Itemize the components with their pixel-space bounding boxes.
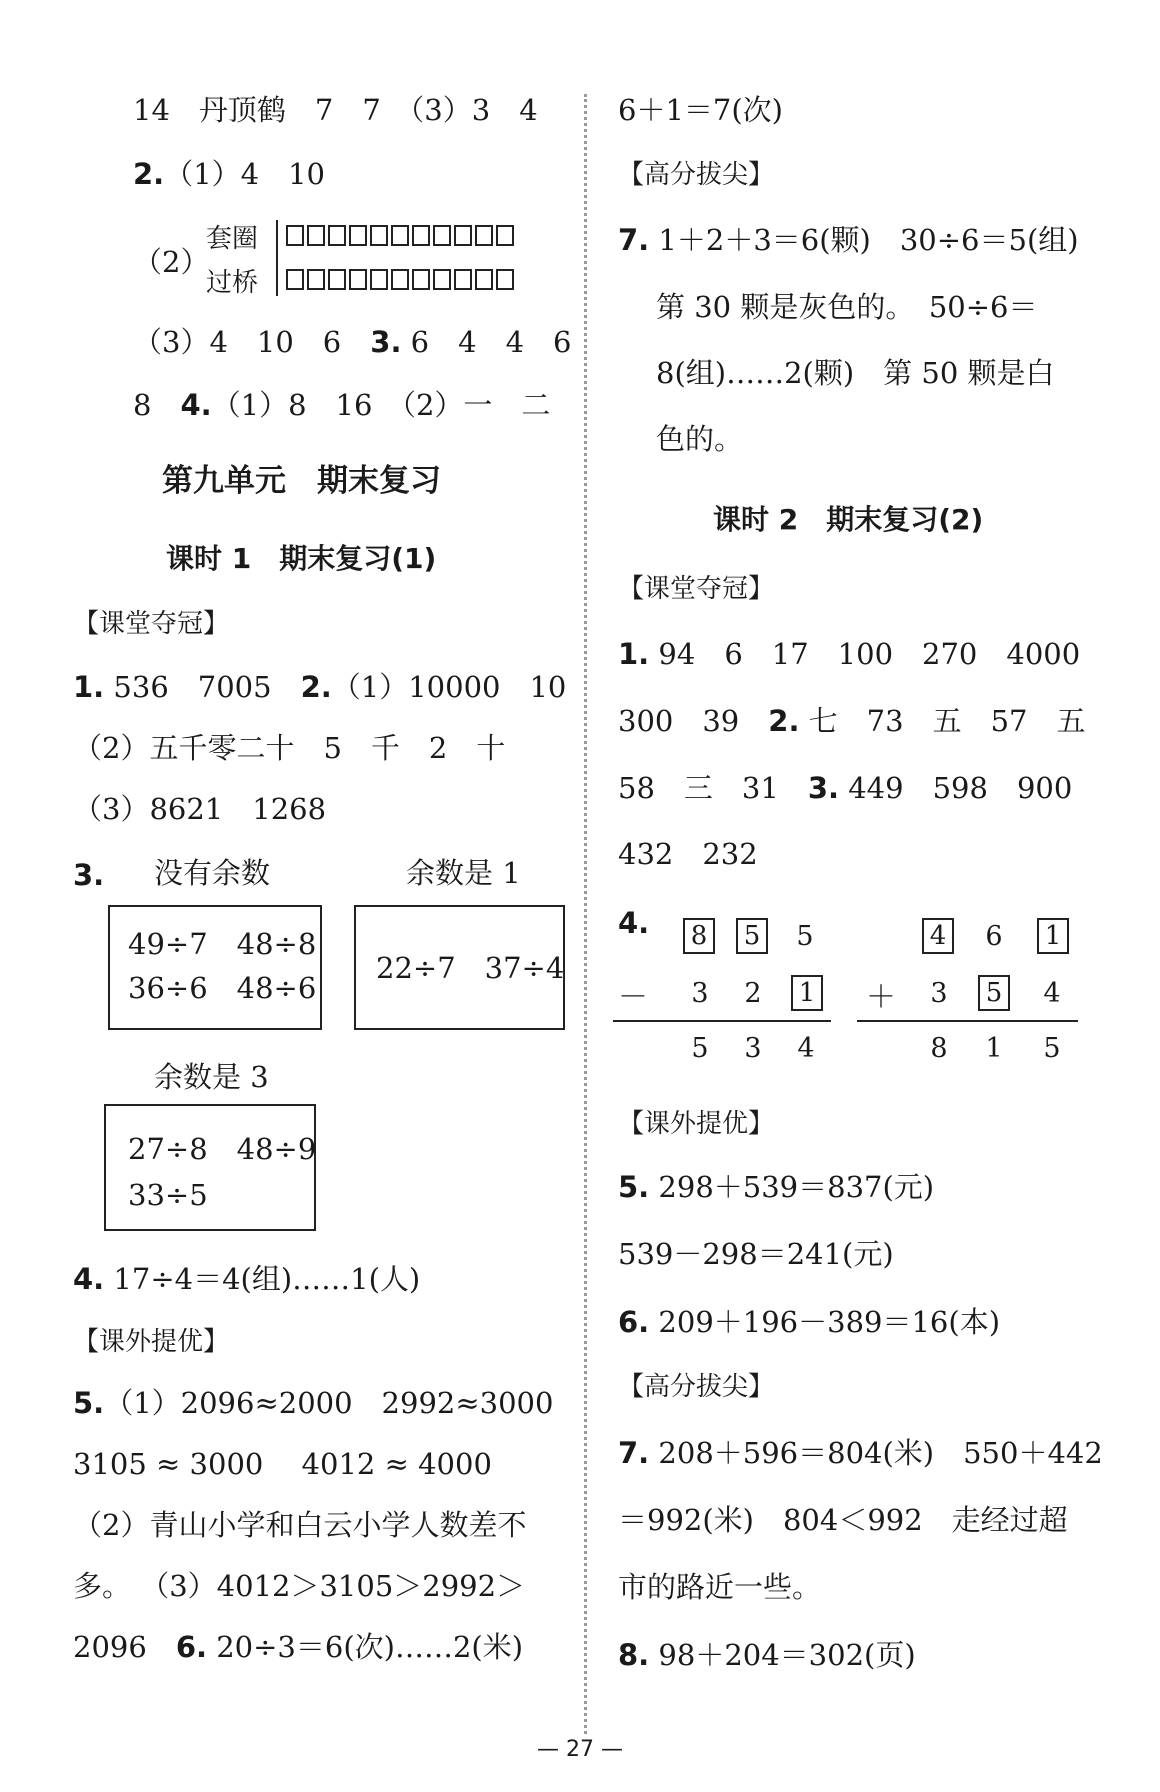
answer-line xyxy=(73,1262,420,1296)
column-divider xyxy=(584,94,587,1734)
answer-line: 14 丹顶鹤 7 7 （3）3 4 xyxy=(133,93,538,127)
box-line: 33÷5 xyxy=(128,1178,208,1212)
digit-box: 8 xyxy=(683,918,715,954)
answer-text: 98＋204＝302(页) xyxy=(649,1638,916,1672)
tally-row-ring-toss xyxy=(286,225,517,246)
answer-text: 536 7005 xyxy=(104,670,301,704)
answer-line: 第 30 颗是灰色的。 50÷6＝ xyxy=(656,290,1038,324)
section-heading: 【课堂夺冠】 xyxy=(73,609,230,639)
answer-text: 298＋539＝837(元) xyxy=(649,1170,935,1204)
answer-text: （1）2096≈2000 2992≈3000 xyxy=(104,1386,554,1420)
section-heading: 【高分拔尖】 xyxy=(618,1372,775,1402)
box-line: 27÷8 48÷9 xyxy=(128,1132,317,1166)
digit: 3 xyxy=(744,1033,762,1064)
box-title-no-remainder: 没有余数 xyxy=(154,856,271,890)
question-number: 4. xyxy=(180,388,212,422)
section-heading: 【课堂夺冠】 xyxy=(618,574,775,604)
digit: 8 xyxy=(930,1033,948,1064)
digit: 5 xyxy=(796,921,814,952)
box-line: 49÷7 48÷8 xyxy=(128,927,317,961)
sum-line xyxy=(857,1020,1078,1022)
answer-text: （1）8 16 （2）一 二 xyxy=(211,388,551,422)
answer-line: 6＋1＝7(次) xyxy=(618,93,783,127)
answer-line: （3）8621 1268 xyxy=(73,792,327,826)
row-label-bridge: 过桥 xyxy=(206,268,259,298)
lesson-title: 课时 2 期末复习(2) xyxy=(713,503,984,536)
answer-line: 色的。 xyxy=(656,422,744,456)
answer-line: 3105 ≈ 3000 4012 ≈ 4000 xyxy=(73,1447,492,1481)
box-remainder-1 xyxy=(354,905,565,1030)
digit-box: 1 xyxy=(791,975,823,1011)
answer-line xyxy=(133,325,572,359)
answer-text: 七 73 五 57 五 xyxy=(799,704,1086,738)
box-title-remainder-1: 余数是 1 xyxy=(406,856,521,890)
question-number: 3. xyxy=(370,325,402,359)
answer-text: 94 6 17 100 270 4000 xyxy=(649,637,1081,671)
answer-text: 1＋2＋3＝6(颗) 30÷6＝5(组) xyxy=(649,223,1079,257)
answer-line xyxy=(73,1386,553,1420)
digit: 5 xyxy=(1043,1033,1061,1064)
answer-line xyxy=(618,637,1080,671)
answer-text: （1）4 10 xyxy=(164,157,326,191)
answer-text: 6 4 4 6 xyxy=(401,325,572,359)
answer-line xyxy=(618,1170,934,1204)
answer-text: （3）4 10 6 xyxy=(133,325,371,359)
answer-line xyxy=(73,1630,523,1664)
digit: 1 xyxy=(985,1033,1003,1064)
question-number: 4. xyxy=(618,906,650,940)
question-number: 4. xyxy=(73,1262,105,1296)
answer-line: （2）五千零二十 5 千 2 十 xyxy=(73,731,506,765)
section-heading: 【课外提优】 xyxy=(73,1327,230,1357)
answer-text: 449 598 900 xyxy=(839,771,1073,805)
answer-text: 2096 xyxy=(73,1630,176,1664)
page-number: — 27 — xyxy=(537,1737,623,1762)
answer-line xyxy=(618,704,1086,738)
answer-line xyxy=(73,670,566,704)
row-label-ring-toss: 套圈 xyxy=(206,224,259,254)
question-number: 1. xyxy=(73,670,105,704)
answer-line xyxy=(133,157,325,191)
question-number: 5. xyxy=(618,1170,650,1204)
question-number: 2. xyxy=(300,670,332,704)
box-no-remainder xyxy=(108,905,322,1030)
box-title-remainder-3: 余数是 3 xyxy=(154,1060,269,1094)
answer-line xyxy=(133,388,550,422)
section-heading: 【课外提优】 xyxy=(618,1109,775,1139)
question-number: 1. xyxy=(618,637,650,671)
digit: 2 xyxy=(744,978,762,1009)
tally-divider xyxy=(276,220,278,296)
answer-line: 多。 （3）4012＞3105＞2992＞ xyxy=(73,1569,526,1603)
answer-text: 8 xyxy=(133,388,181,422)
digit-box: 5 xyxy=(978,975,1010,1011)
digit-box: 1 xyxy=(1037,918,1069,954)
box-line: 22÷7 37÷4 xyxy=(376,951,565,985)
answer-line: 432 232 xyxy=(618,837,758,871)
answer-text: 208＋596＝804(米) 550＋442 xyxy=(649,1436,1103,1470)
answer-line xyxy=(618,1305,1000,1339)
question-number: 3. xyxy=(807,771,840,805)
digit: 5 xyxy=(691,1033,709,1064)
question-number: 7. xyxy=(618,1436,650,1470)
answer-text: 58 三 31 xyxy=(618,771,808,805)
digit: 6 xyxy=(985,921,1003,952)
question-number: 7. xyxy=(618,223,650,257)
answer-line: 市的路近一些。 xyxy=(618,1570,822,1604)
question-number: 2. xyxy=(133,157,165,191)
answer-text: （1）10000 10 xyxy=(331,670,567,704)
section-heading: 【高分拔尖】 xyxy=(618,160,775,190)
question-number: 6. xyxy=(618,1305,650,1339)
minus-sign: － xyxy=(618,980,648,1015)
answer-line: ＝992(米) 804＜992 走经过超 xyxy=(618,1503,1068,1537)
box-line: 36÷6 48÷6 xyxy=(128,971,317,1005)
digit-box: 4 xyxy=(922,918,954,954)
q2-part2-label: （2） xyxy=(133,245,210,279)
plus-sign: ＋ xyxy=(866,980,896,1015)
unit-title: 第九单元 期末复习 xyxy=(162,463,441,499)
digit: 4 xyxy=(1043,978,1061,1009)
question-number: 3. xyxy=(73,858,105,892)
answer-line xyxy=(618,1436,1103,1470)
question-number: 2. xyxy=(768,704,800,738)
answer-text: 209＋196－389＝16(本) xyxy=(649,1305,1001,1339)
question-number: 6. xyxy=(175,1630,208,1664)
lesson-title: 课时 1 期末复习(1) xyxy=(166,542,437,575)
question-number: 8. xyxy=(618,1638,650,1672)
digit: 4 xyxy=(797,1033,815,1064)
digit-box: 5 xyxy=(736,918,768,954)
question-number: 5. xyxy=(73,1386,105,1420)
answer-text: 17÷4＝4(组)……1(人) xyxy=(104,1262,421,1296)
sum-line xyxy=(613,1020,831,1022)
tally-row-bridge xyxy=(286,269,517,290)
box-remainder-3 xyxy=(104,1104,316,1231)
answer-line: 539－298＝241(元) xyxy=(618,1237,894,1271)
digit: 3 xyxy=(930,978,948,1009)
answer-line xyxy=(618,223,1079,257)
answer-line xyxy=(618,1638,916,1672)
answer-line: （2）青山小学和白云小学人数差不 xyxy=(73,1508,527,1542)
digit: 3 xyxy=(691,978,709,1009)
answer-text: 300 39 xyxy=(618,704,769,738)
answer-line xyxy=(618,771,1072,805)
answer-text: 20÷3＝6(次)……2(米) xyxy=(207,1630,524,1664)
answer-line: 8(组)……2(颗) 第 50 颗是白 xyxy=(656,356,1055,390)
